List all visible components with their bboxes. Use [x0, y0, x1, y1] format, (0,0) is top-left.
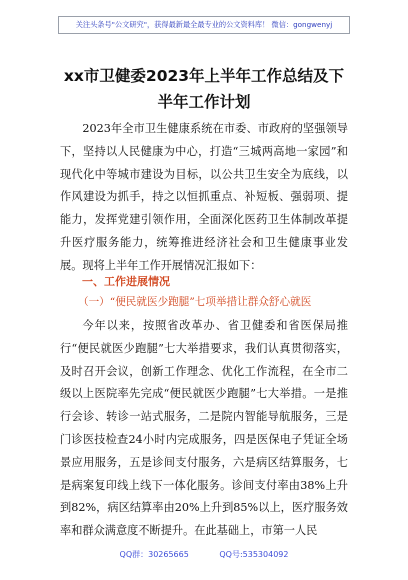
subsection-heading: （一）“便民就医少跑腿”七项举措让群众舒心就医: [78, 296, 312, 308]
document-title-line-2: 半年工作计划: [157, 93, 251, 111]
document-title-line-1: xx市卫健委2023年上半年工作总结及下: [63, 67, 345, 85]
section-heading: 一、工作进展情况: [82, 275, 170, 288]
intro-paragraph: 2023年全市卫生健康系统在市委、市政府的坚强领导下，坚持以人民健康为中心，打造“三城两高地一家园”和现代化中等城市建设为目标，以公共卫生安全为底线，以作风建设为抓手，持之以恒抓重点、补短板、强弱项、提能力，发挥党建引领作用，全面深化医药卫生体制改革提升医疗服务能力，统筹推进经济社会和卫生健康事业发展。现将上半年工作开展情况汇报如下：: [60, 122, 348, 272]
footer-qq-number: QQ号:535304092: [219, 550, 289, 559]
header-banner: 关注头条号"公文研究"，获得最新最全最专业的公文资料库！ 微信：gongwenyj: [58, 16, 350, 34]
footer-contacts: [0, 549, 408, 560]
body-paragraph: 今年以来，按照省改革办、省卫健委和省医保局推行“便民就医少跑腿”七大举措要求，我们认真贯彻落实，及时召开会议，创新工作理念、优化工作流程，在全市二级以上医院率先完成“便民就医少跑腿”七大举措。一是推行会诊、转诊一站式服务，二是院内智能导航服务，三是门诊医技检查24小时内完成服务，四是医保电子凭证全场景应用服务，五是诊间支付服务，六是病区结算服务，七是病案复印线上线下一体化服务。诊间支付率由38%上升到82%，病区结算率由20%上升到85%以上，医疗服务效率和群众满意度不断提升。在此基础上，市第一人民: [60, 319, 348, 538]
footer-qq-group: QQ群：30265665: [119, 550, 189, 559]
